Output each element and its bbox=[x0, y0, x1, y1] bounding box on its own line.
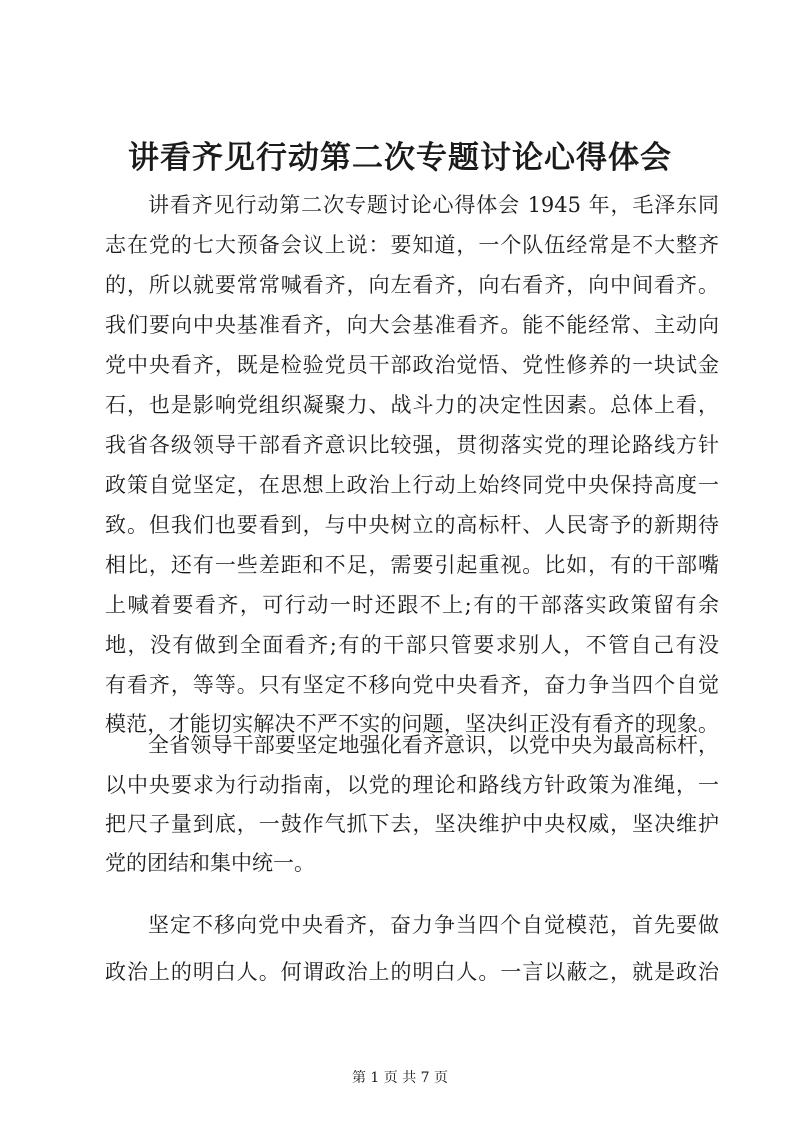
paragraph-3-line: 坚定不移向党中央看齐，奋力争当四个自觉模范，首先要做 bbox=[148, 913, 719, 937]
paragraph-2-line: 把尺子量到底，一鼓作气抓下去，坚决维护中央权威，坚决维护 bbox=[105, 812, 719, 836]
paragraph-1-line: 石，也是影响党组织凝聚力、战斗力的决定性因素。总体上看， bbox=[105, 393, 719, 417]
paragraph-1-line: 上喊着要看齐，可行动一时还跟不上;有的干部落实政策留有余 bbox=[105, 593, 719, 617]
paragraph-1-line: 地，没有做到全面看齐;有的干部只管要求别人，不管自己有没 bbox=[105, 633, 719, 657]
paragraph-1-line: 致。但我们也要看到，与中央树立的高标杆、人民寄予的新期待 bbox=[105, 513, 719, 537]
paragraph-1-line: 我们要向中央基准看齐，向大会基准看齐。能不能经常、主动向 bbox=[105, 313, 719, 337]
paragraph-1-line: 的，所以就要常常喊看齐，向左看齐，向右看齐，向中间看齐。 bbox=[105, 273, 719, 297]
paragraph-1-line: 相比，还有一些差距和不足，需要引起重视。比如，有的干部嘴 bbox=[105, 553, 719, 577]
document-title: 讲看齐见行动第二次专题讨论心得体会 bbox=[128, 140, 672, 176]
paragraph-1-line: 有看齐，等等。只有坚定不移向党中央看齐，奋力争当四个自觉 bbox=[105, 673, 719, 697]
paragraph-1-line: 政策自觉坚定，在思想上政治上行动上始终同党中央保持高度一 bbox=[105, 473, 719, 497]
paragraph-1-line: 讲看齐见行动第二次专题讨论心得体会 1945 年，毛泽东同 bbox=[148, 193, 719, 217]
paragraph-2-line: 全省领导干部要坚定地强化看齐意识，以党中央为最高标杆， bbox=[148, 733, 719, 757]
paragraph-1-line: 志在党的七大预备会议上说：要知道，一个队伍经常是不大整齐 bbox=[105, 233, 719, 257]
page-number-footer: 第 1 页 共 7 页 bbox=[351, 1070, 449, 1086]
paragraph-1-line: 党中央看齐，既是检验党员干部政治觉悟、党性修养的一块试金 bbox=[105, 353, 719, 377]
paragraph-2-line: 党的团结和集中统一。 bbox=[105, 851, 315, 875]
paragraph-2-line: 以中央要求为行动指南，以党的理论和路线方针政策为准绳，一 bbox=[105, 773, 719, 797]
paragraph-3-line: 政治上的明白人。何谓政治上的明白人。一言以蔽之，就是政治 bbox=[105, 960, 719, 984]
paragraph-1-line: 模范，才能切实解决不严不实的问题，坚决纠正没有看齐的现象。 bbox=[105, 712, 719, 736]
paragraph-1-line: 我省各级领导干部看齐意识比较强，贯彻落实党的理论路线方针 bbox=[105, 433, 719, 457]
